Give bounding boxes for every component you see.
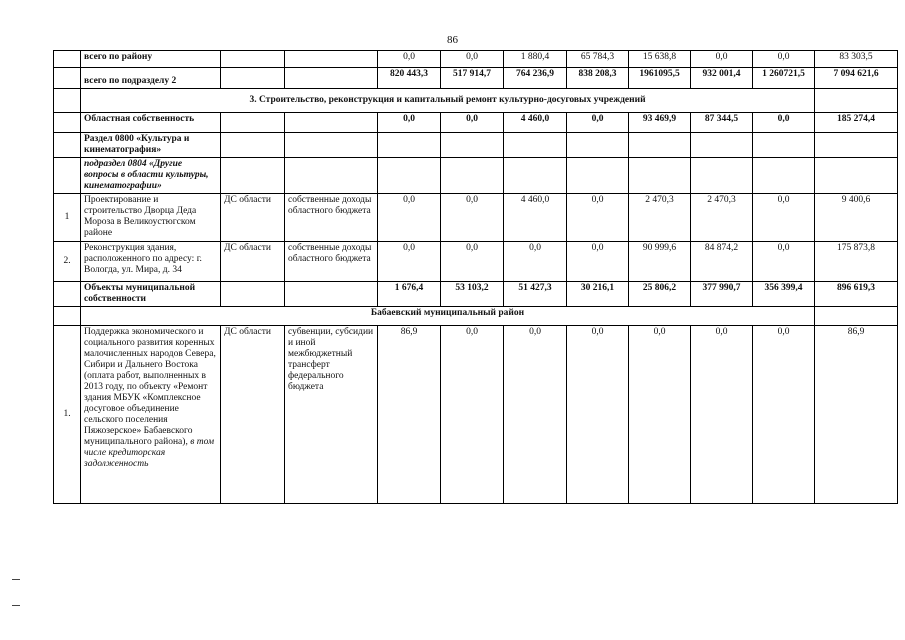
row-number: 1.	[54, 326, 81, 504]
table-row	[54, 242, 898, 282]
row-name: всего по подразделу 2	[81, 68, 221, 89]
cell-value: 896 619,3	[815, 282, 898, 307]
cell-value: 517 914,7	[441, 68, 504, 89]
scan-margin-mark	[12, 579, 20, 580]
cell-value: 9 400,6	[815, 194, 898, 242]
cell-value: 25 806,2	[629, 282, 691, 307]
cell-value: 1 676,4	[378, 282, 441, 307]
cell-value: 7 094 621,6	[815, 68, 898, 89]
section-row	[54, 307, 898, 326]
table-row	[54, 133, 898, 158]
cell-value: 0,0	[567, 326, 629, 504]
cell-value: 838 208,3	[567, 68, 629, 89]
row-name-text: Поддержка экономического и социального развития коренных малочисленных народов Севера, Сибири и Дальнего Востока (оплата работ, выполненных в 2013 году, по объекту «Ремонт здания МБУК «Комплексное досуговое объединение сельского поселения Пяжозерское» Бабаевского муниципального района),	[84, 327, 216, 447]
cell-value: 185 274,4	[815, 113, 898, 133]
table-row	[54, 282, 898, 307]
cell-value: 30 216,1	[567, 282, 629, 307]
row-name: Раздел 0800 «Культура и кинематография»	[81, 133, 221, 158]
cell-value: 0,0	[691, 51, 753, 68]
table-row	[54, 113, 898, 133]
cell-value: 0,0	[753, 326, 815, 504]
row-name: Реконструкция здания, расположенного по адресу: г. Вологда, ул. Мира, д. 34	[81, 242, 221, 282]
table-row	[54, 158, 898, 194]
cell-value: 2 470,3	[691, 194, 753, 242]
cell-value: 1961095,5	[629, 68, 691, 89]
row-name: всего по району	[81, 51, 221, 68]
cell-value: 0,0	[753, 113, 815, 133]
cell-value: 51 427,3	[504, 282, 567, 307]
table-row	[54, 326, 898, 504]
cell-value: 86,9	[378, 326, 441, 504]
row-name: Областная собственность	[81, 113, 221, 133]
cell-value: 0,0	[567, 194, 629, 242]
cell-value: 90 999,6	[629, 242, 691, 282]
cell-value: 0,0	[753, 194, 815, 242]
cell-value: 87 344,5	[691, 113, 753, 133]
scan-margin-mark	[12, 605, 20, 606]
cell-value: 0,0	[753, 242, 815, 282]
cell-value: 0,0	[753, 51, 815, 68]
table-row	[54, 68, 898, 89]
cell-value: 356 399,4	[753, 282, 815, 307]
cell-value: 93 469,9	[629, 113, 691, 133]
cell-value: 0,0	[441, 326, 504, 504]
cell-value: 83 303,5	[815, 51, 898, 68]
cell-value: 0,0	[441, 51, 504, 68]
cell-value: 2 470,3	[629, 194, 691, 242]
cell-value: 0,0	[378, 113, 441, 133]
cell-value: 0,0	[504, 326, 567, 504]
cell-value: 15 638,8	[629, 51, 691, 68]
table-row	[54, 194, 898, 242]
customer: ДС области	[221, 242, 285, 282]
cell-value: 0,0	[441, 113, 504, 133]
section-title: Бабаевский муниципальный район	[81, 307, 815, 326]
cell-value: 0,0	[567, 242, 629, 282]
cell-value: 0,0	[441, 194, 504, 242]
funding-source: собственные доходы областного бюджета	[285, 194, 378, 242]
cell-value: 0,0	[378, 194, 441, 242]
section-title: 3. Строительство, реконструкция и капитальный ремонт культурно-досуговых учреждений	[81, 89, 815, 113]
customer: ДС области	[221, 326, 285, 504]
cell-value: 0,0	[691, 326, 753, 504]
cell-value: 0,0	[378, 242, 441, 282]
row-number: 2.	[54, 242, 81, 282]
cell-value: 0,0	[567, 113, 629, 133]
row-number: 1	[54, 194, 81, 242]
cell-value: 0,0	[378, 51, 441, 68]
cell-value: 175 873,8	[815, 242, 898, 282]
table-row	[54, 51, 898, 68]
cell-value: 86,9	[815, 326, 898, 504]
cell-value: 1 880,4	[504, 51, 567, 68]
cell-value: 84 874,2	[691, 242, 753, 282]
row-name: Проектирование и строительство Дворца Деда Мороза в Великоустюгском районе	[81, 194, 221, 242]
cell-value: 932 001,4	[691, 68, 753, 89]
cell-value: 764 236,9	[504, 68, 567, 89]
row-name	[81, 326, 221, 504]
cell-value: 4 460,0	[504, 113, 567, 133]
cell-value: 65 784,3	[567, 51, 629, 68]
row-name: Объекты муниципальной собственности	[81, 282, 221, 307]
cell-value: 4 460,0	[504, 194, 567, 242]
customer: ДС области	[221, 194, 285, 242]
cell-value: 0,0	[629, 326, 691, 504]
cell-value: 53 103,2	[441, 282, 504, 307]
row-name-note: в том числе кредиторская задолженность	[84, 437, 215, 469]
budget-table	[53, 50, 898, 504]
funding-source: субвенции, субсидии и иной межбюджетный трансферт федерального бюджета	[285, 326, 378, 504]
cell-value: 1 260721,5	[753, 68, 815, 89]
cell-value: 820 443,3	[378, 68, 441, 89]
cell-value: 377 990,7	[691, 282, 753, 307]
section-row	[54, 89, 898, 113]
cell-value: 0,0	[441, 242, 504, 282]
page-number: 86	[447, 34, 458, 46]
row-name: подраздел 0804 «Другие вопросы в области культуры, кинематографии»	[81, 158, 221, 194]
funding-source: собственные доходы областного бюджета	[285, 242, 378, 282]
cell-value: 0,0	[504, 242, 567, 282]
